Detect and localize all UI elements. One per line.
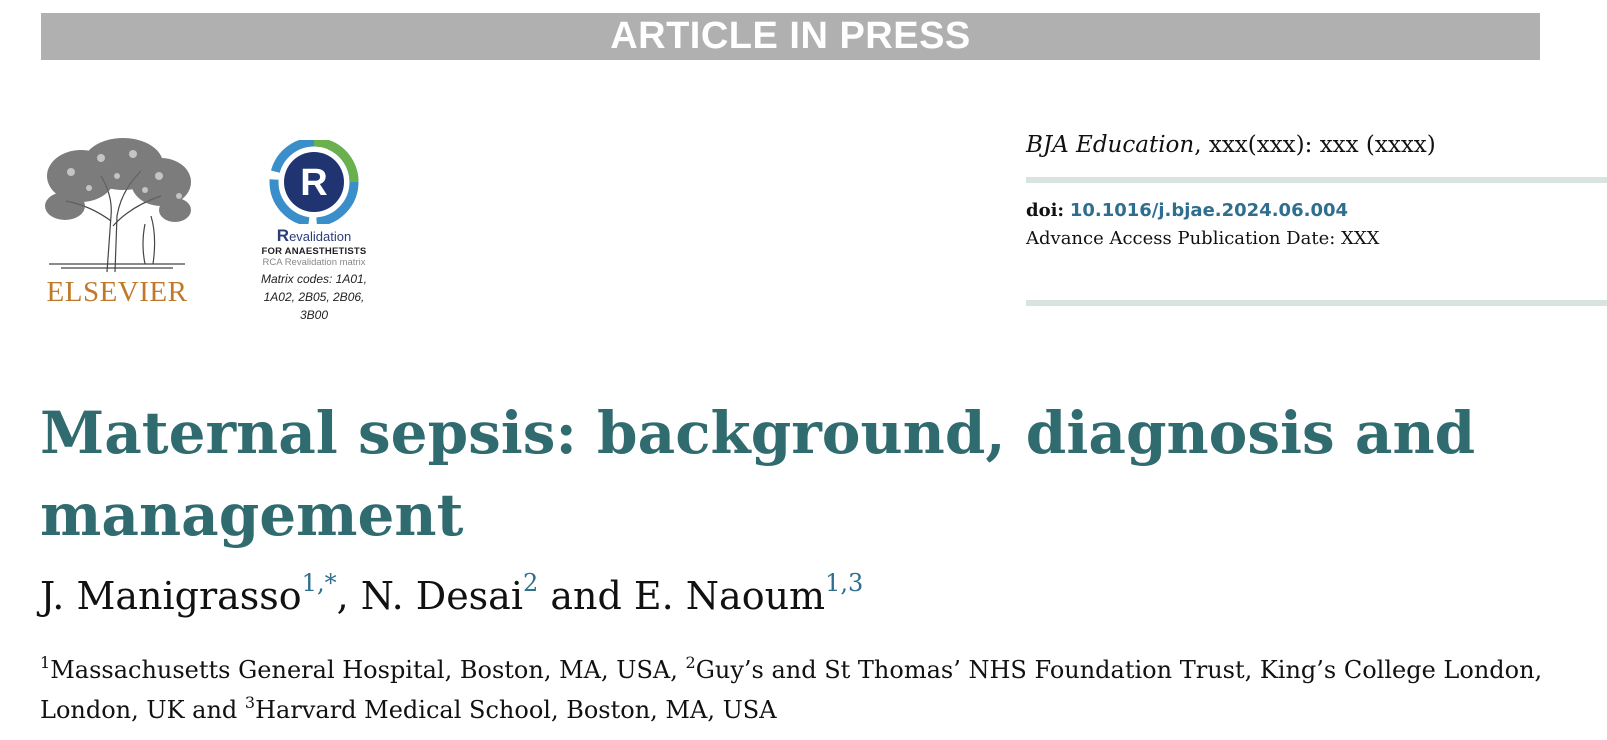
elsevier-tree-icon — [41, 136, 193, 272]
header-rule-top — [1026, 177, 1607, 183]
affiliation-number: 2 — [685, 653, 696, 672]
author-affiliation-sup[interactable]: 2 — [523, 569, 539, 597]
affiliation-number: 3 — [244, 693, 256, 712]
author-name: E. Naoum — [633, 574, 826, 618]
author-name: J. Manigrasso — [40, 574, 302, 618]
journal-name: BJA Education — [1026, 132, 1195, 158]
author-separator: , — [336, 574, 361, 618]
banner-text: ARTICLE IN PRESS — [610, 15, 971, 57]
revalidation-word — [250, 226, 378, 246]
revalidation-word-rest: evalidation — [289, 229, 352, 244]
journal-citation — [1026, 132, 1436, 158]
affiliation-number: 1 — [40, 653, 51, 672]
doi-line — [1026, 200, 1348, 221]
elsevier-wordmark: ELSEVIER — [46, 276, 188, 308]
author-list — [40, 569, 864, 618]
author-separator: and — [538, 574, 634, 618]
author-name: N. Desai — [360, 574, 523, 618]
journal-issue: , xxx(xxx): xxx (xxxx) — [1194, 132, 1436, 158]
affiliation-text: Massachusetts General Hospital, Boston, MA, USA, — [50, 656, 686, 684]
revalidation-word-initial: R — [276, 226, 290, 245]
author-affiliation-sup[interactable]: 1,* — [301, 569, 337, 597]
matrix-codes-line: 3B00 — [299, 308, 329, 322]
revalidation-letter: R — [300, 162, 328, 204]
author-affiliation-sup[interactable]: 1,3 — [825, 569, 864, 597]
affiliations — [40, 650, 1585, 730]
revalidation-for: FOR ANAESTHETISTS — [261, 246, 367, 257]
matrix-codes-line: Matrix codes: 1A01, — [260, 272, 368, 286]
elsevier-logo — [41, 136, 193, 306]
revalidation-logo — [250, 140, 378, 324]
header-rule-bottom — [1026, 300, 1607, 306]
doi-link[interactable]: 10.1016/j.bjae.2024.06.004 — [1069, 200, 1349, 221]
revalidation-matrix-label: RCA Revalidation matrix — [262, 257, 366, 268]
matrix-codes-line: 1A02, 2B05, 2B06, — [263, 290, 365, 304]
article-in-press-banner — [41, 13, 1540, 60]
revalidation-emblem-icon — [268, 140, 360, 224]
advance-access-date: Advance Access Publication Date: XXX — [1026, 228, 1380, 249]
article-title: Maternal sepsis: background, diagnosis and management — [40, 399, 1476, 549]
affiliation-text: Harvard Medical School, Boston, MA, USA — [255, 696, 777, 724]
affiliation-text: Guy’s and St Thomas’ NHS Foundation Trust, King’s College London, London, UK and — [40, 656, 1543, 724]
matrix-codes — [250, 270, 378, 324]
doi-label: doi: — [1026, 200, 1065, 221]
